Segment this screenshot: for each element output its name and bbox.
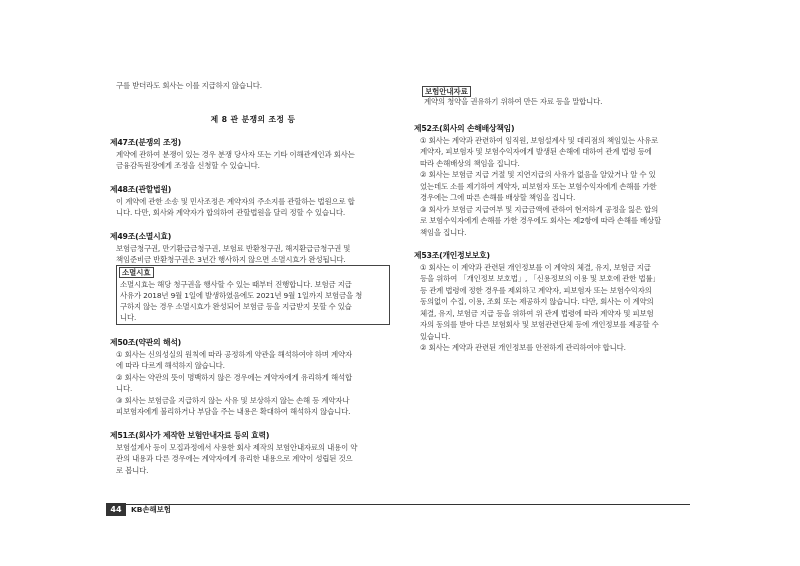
article-50-line: ① 회사는 신의성실의 원칙에 따라 공정하게 약관을 해석하여야 하며 계약자 — [116, 350, 352, 359]
article-49-line: 보험금청구권, 만기환급금청구권, 보험료 반환청구권, 해지환급금청구권 및 — [116, 244, 351, 253]
prescription-note-line: 사유가 2018년 9월 1일에 발생하였음에도 2021년 9월 1일까지 보험금을 청 — [120, 291, 363, 300]
article-52-line: ② 회사는 보험금 지급 거절 및 지연지급의 사유가 없음을 알았거나 알 수 있 — [420, 170, 656, 179]
prescription-note-label: 소멸시효 — [119, 267, 154, 278]
article-50-line: 에 따라 다르게 해석하지 않습니다. — [116, 361, 225, 370]
prescription-note-box — [116, 265, 390, 325]
article-52-line: 경우에는 그에 따른 손해를 배상할 책임을 집니다. — [420, 193, 576, 202]
article-51-line: 관의 내용과 다른 경우에는 계약자에게 유리한 내용으로 계약이 성립된 것으 — [116, 454, 353, 463]
article-49-heading: 제49조(소멸시효) — [110, 232, 172, 241]
article-53-line: 체결, 유지, 보험금 지급 등을 위하여 위 관계 법령에 따라 계약자 및 피보험 — [420, 309, 654, 318]
article-50-line: 피보험자에게 불리하거나 부담을 주는 내용은 확대하여 해석하지 않습니다. — [116, 407, 351, 416]
article-52-heading: 제52조(회사의 손해배상책임) — [414, 124, 515, 133]
prescription-note-line: 소멸시효는 해당 청구권을 행사할 수 있는 때부터 진행합니다. 보험금 지급 — [120, 280, 352, 289]
article-53-heading: 제53조(개인정보보호) — [414, 251, 490, 260]
intro-line: 구를 받더라도 회사는 이를 지급하지 않습니다. — [116, 81, 262, 90]
sales-material-note-line: 계약의 청약을 권유하기 위하여 만든 자료 등을 말합니다. — [424, 97, 603, 106]
article-52-line: 따라 손해배상의 책임을 집니다. — [420, 159, 520, 168]
article-52-line: 로 보험수익자에게 손해를 가한 경우에도 회사는 제2항에 따라 손해를 배상할 — [420, 216, 662, 225]
article-50-line: ② 회사는 약관의 뜻이 명백하지 않은 경우에는 계약자에게 유리하게 해석합 — [116, 373, 352, 382]
article-51-line: 보험설계사 등이 모집과정에서 사용한 회사 제작의 보험안내자료의 내용이 약 — [116, 443, 358, 452]
article-50-line: ③ 회사는 보험금을 지급하지 않는 사유 및 보상하지 않는 손해 등 계약자나 — [116, 396, 350, 405]
article-50-line: 니다. — [116, 384, 133, 393]
article-53-line: 동의없이 수집, 이용, 조회 또는 제공하지 않습니다. 다만, 회사는 이 계약의 — [420, 297, 654, 306]
article-47-line: 계약에 관하여 분쟁이 있는 경우 분쟁 당사자 또는 기타 이해관계인과 회사는 — [116, 150, 355, 159]
article-53-line: ① 회사는 이 계약과 관련된 개인정보를 이 계약의 체결, 유지, 보험금 지급 — [420, 263, 651, 272]
article-47-heading: 제47조(분쟁의 조정) — [110, 138, 182, 147]
article-48-heading: 제48조(관할법원) — [110, 185, 172, 194]
article-48-line: 이 계약에 관한 소송 및 민사조정은 계약자의 주소지를 관할하는 법원으로 합 — [116, 197, 355, 206]
article-52-line: ③ 회사가 보험금 지급여부 및 지급금액에 관하여 현저하게 공정을 잃은 합의 — [420, 205, 659, 214]
article-47-line: 금융감독원장에게 조정을 신청할 수 있습니다. — [116, 161, 260, 170]
article-48-line: 니다. 다만, 회사와 계약자가 합의하여 관할법원을 달리 정할 수 있습니다. — [116, 208, 346, 217]
section-title: 제 8 관 분쟁의 조정 등 — [210, 115, 296, 124]
article-49-line: 책임준비금 반환청구권은 3년간 행사하지 않으면 소멸시효가 완성됩니다. — [116, 255, 346, 264]
article-52-line: 계약자, 피보험자 및 보험수익자에게 발생된 손해에 대하여 관계 법령 등에 — [420, 147, 652, 156]
article-52-line: 었는데도 소를 제기하여 계약자, 피보험자 또는 보험수익자에게 손해를 가한 — [420, 182, 657, 191]
article-53-line: 등을 위하여 「개인정보 보호법」, 「신용정보의 이용 및 보호에 관한 법률」 — [420, 274, 660, 283]
footer-rule — [106, 504, 690, 505]
article-51-heading: 제51조(회사가 제작한 보험안내자료 등의 효력) — [110, 431, 270, 440]
article-53-line: 자의 동의를 받아 다른 보험회사 및 보험관련단체 등에 개인정보를 제공할 수 — [420, 320, 659, 329]
sales-material-note-box — [422, 86, 688, 110]
article-53-line: 있습니다. — [420, 332, 451, 341]
article-52-line: ① 회사는 계약과 관련하여 임직원, 보험설계사 및 대리점의 책임있는 사유로 — [420, 136, 659, 145]
company-name: KB손해보험 — [131, 505, 171, 514]
prescription-note-line: 구하지 않는 경우 소멸시효가 완성되어 보험금 등을 지급받지 못할 수 있습 — [120, 302, 352, 311]
page-number: 44 — [106, 503, 126, 516]
sales-material-note-label: 보험안내자료 — [422, 86, 471, 97]
prescription-note-line: 니다. — [120, 313, 137, 322]
article-51-line: 로 봅니다. — [116, 466, 149, 475]
article-53-line: 등 관계 법령에 정한 경우를 제외하고 계약자, 피보험자 또는 보험수익자의 — [420, 286, 652, 295]
article-53-line: ② 회사는 계약과 관련된 개인정보를 안전하게 관리하여야 합니다. — [420, 343, 626, 352]
article-52-line: 책임을 집니다. — [420, 228, 467, 237]
article-50-heading: 제50조(약관의 해석) — [110, 338, 182, 347]
